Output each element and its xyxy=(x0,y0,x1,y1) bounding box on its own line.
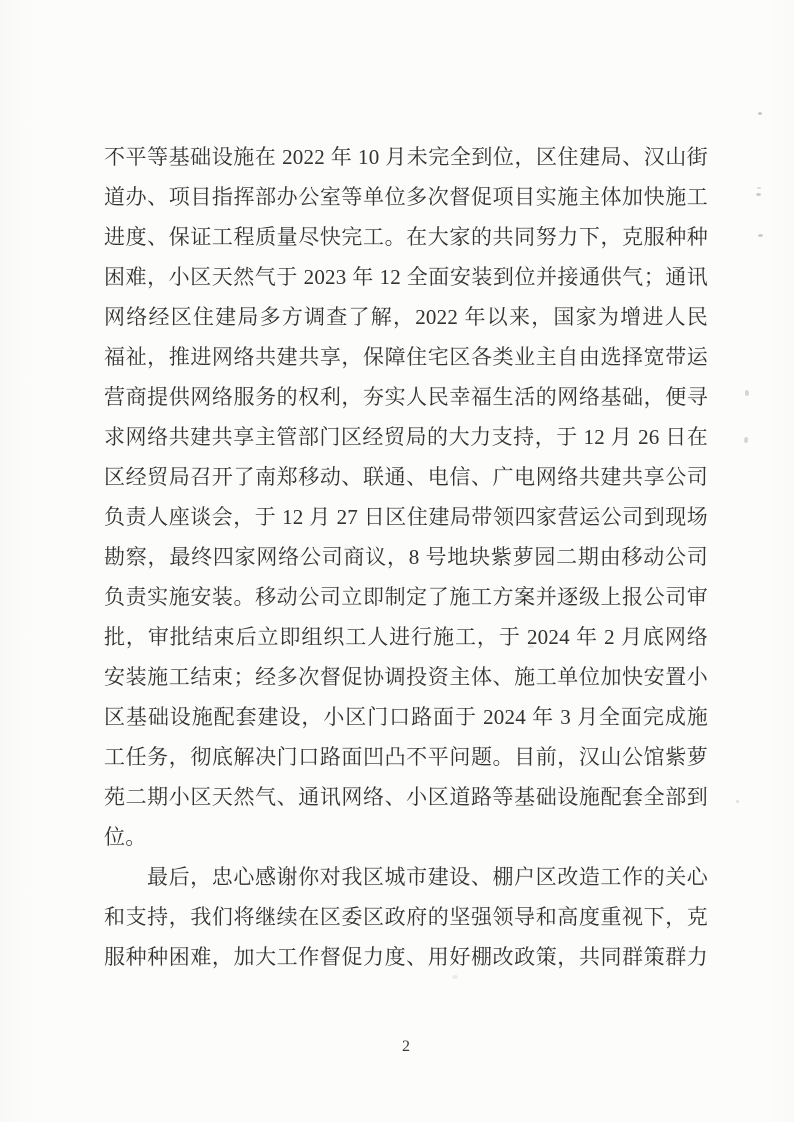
text-line: 区基础设施配套建设，小区门口路面于 2024 年 3 月全面完成施 xyxy=(104,705,708,729)
text-line: 进度、保证工程质量尽快完工。在大家的共同努力下，克服种种 xyxy=(104,225,708,249)
text-line: 求网络共建共享主管部门区经贸局的大力支持，于 12 月 26 日在 xyxy=(104,425,708,449)
scan-speck xyxy=(736,800,739,803)
text-line: 勘察，最终四家网络公司商议，8 号地块紫萝园二期由移动公司 xyxy=(104,545,708,569)
text-line: 道办、项目指挥部办公室等单位多次督促项目实施主体加快施工 xyxy=(104,185,708,209)
scan-speck xyxy=(756,193,761,196)
scan-speck xyxy=(744,437,748,443)
text-line: 不平等基础设施在 2022 年 10 月未完全到位，区住建局、汉山街 xyxy=(104,145,708,169)
text-line: 苑二期小区天然气、通讯网络、小区道路等基础设施配套全部到 xyxy=(104,785,708,809)
page-number: 2 xyxy=(402,1038,410,1055)
text-line: 位。 xyxy=(104,825,147,849)
scan-speck xyxy=(757,187,761,189)
scan-speck xyxy=(745,390,749,396)
text-line: 网络经区住建局多方调查了解，2022 年以来，国家为增进人民 xyxy=(104,305,708,329)
text-line: 安装施工结束；经多次督促协调投资主体、施工单位加快安置小 xyxy=(104,665,708,689)
text-line: 营商提供网络服务的权利，夯实人民幸福生活的网络基础，便寻 xyxy=(104,385,708,409)
scan-speck xyxy=(528,645,534,648)
text-line: 困难，小区天然气于 2023 年 12 全面安装到位并接通供气；通讯 xyxy=(104,265,708,289)
text-line: 服种种困难，加大工作督促力度、用好棚改政策，共同群策群力 xyxy=(104,945,708,969)
text-line: 和支持，我们将继续在区委区政府的坚强领导和高度重视下，克 xyxy=(104,905,708,929)
scan-speck xyxy=(758,234,763,237)
text-line-paragraph-start: 最后，忠心感谢你对我区城市建设、棚户区改造工作的关心 xyxy=(147,865,708,889)
text-line: 负责实施安装。移动公司立即制定了施工方案并逐级上报公司审 xyxy=(104,585,708,609)
text-line: 区经贸局召开了南郑移动、联通、电信、广电网络共建共享公司 xyxy=(104,465,708,489)
text-line: 负责人座谈会，于 12 月 27 日区住建局带领四家营运公司到现场 xyxy=(104,505,708,529)
letter-body xyxy=(104,137,708,977)
text-line: 福祉，推进网络共建共享，保障住宅区各类业主自由选择宽带运 xyxy=(104,345,708,369)
text-line: 批，审批结束后立即组织工人进行施工，于 2024 年 2 月底网络 xyxy=(104,625,708,649)
text-line: 工任务，彻底解决门口路面凹凸不平问题。目前，汉山公馆紫萝 xyxy=(104,745,708,769)
scan-speck xyxy=(758,112,762,115)
scan-speck xyxy=(452,975,458,979)
